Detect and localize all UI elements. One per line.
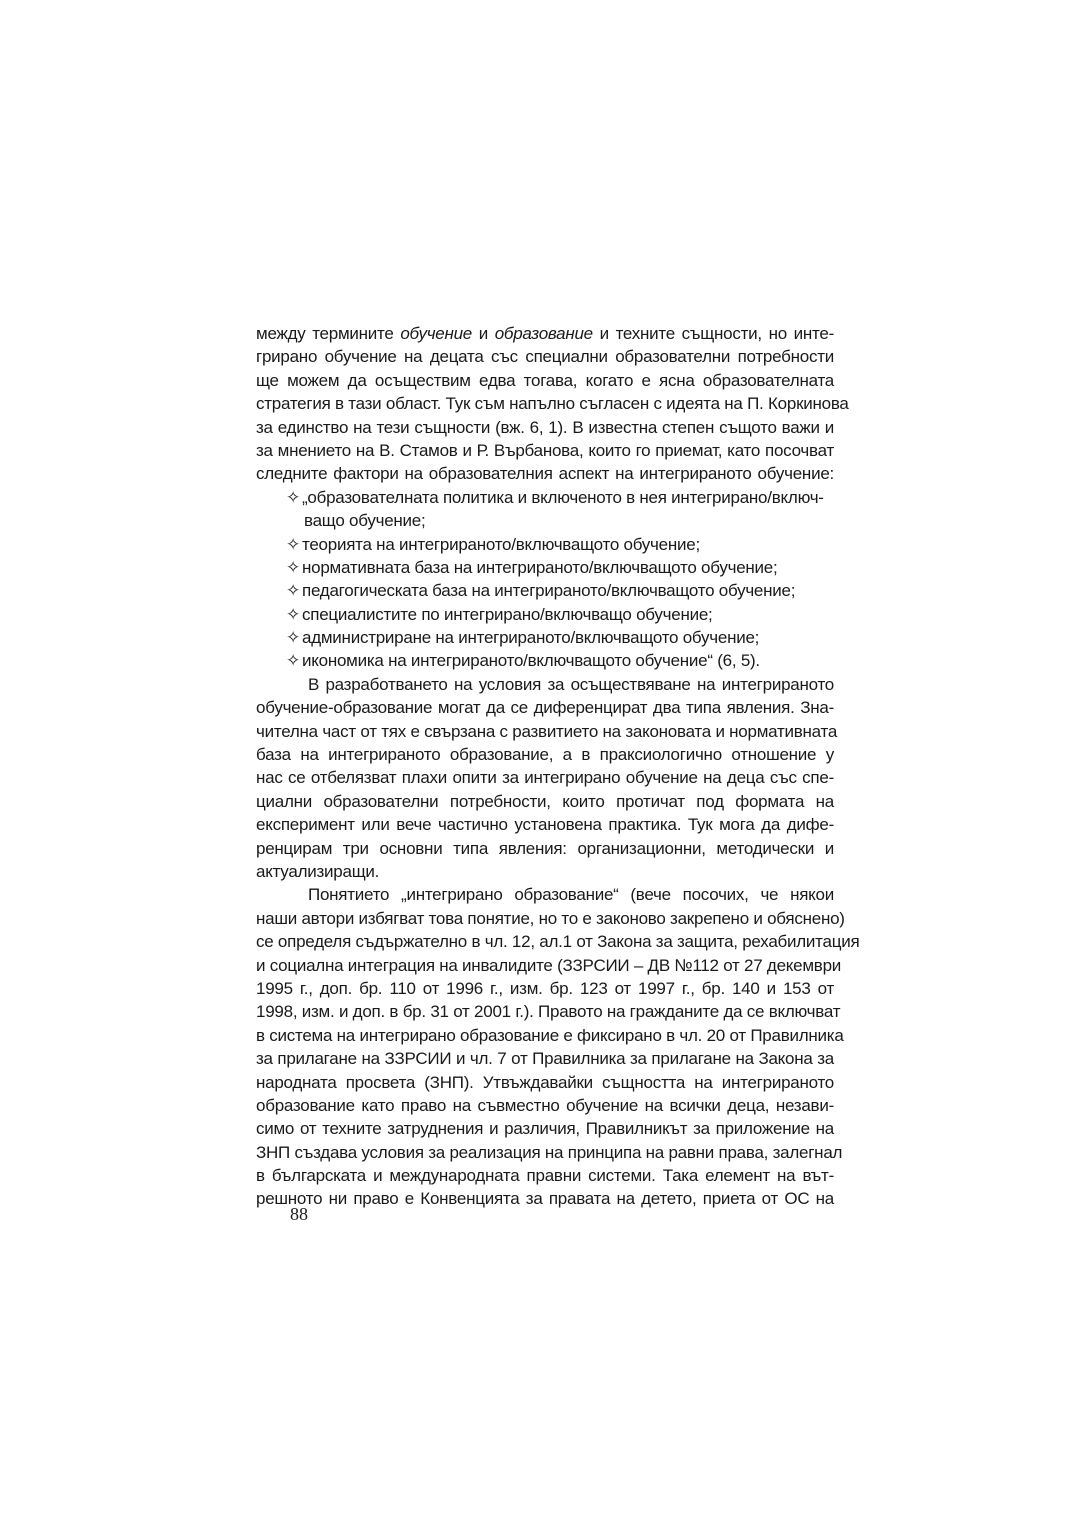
text-line: за единство на тези същности (вж. 6, 1). В известна степен същото важи и xyxy=(256,417,834,437)
text-line: за мнението на В. Стамов и Р. Върбанова, които го приемат, като посочват xyxy=(256,440,834,460)
bullet-text: теорията на интегрираното/включващото обучение; xyxy=(302,534,700,554)
bullet-text: нормативната база на интегрираното/включващото обучение; xyxy=(302,557,778,577)
text-line: ще можем да осъществим едва тогава, когато е ясна образователната xyxy=(256,370,834,390)
bullet-icon: ✧ xyxy=(286,651,300,671)
bullet-text: икономика на интегрираното/включващото обучение“ (6, 5). xyxy=(302,651,760,671)
italic-term: образование xyxy=(494,324,593,343)
text-line: образование като право на съвместно обучение на всички деца, незави- xyxy=(256,1095,834,1115)
text-line: грирано обучение на децата със специални образователни потребности xyxy=(256,347,834,367)
text-line xyxy=(256,626,834,649)
bullet-text: „образователната политика и включеното в нея интегрирано/включ- xyxy=(302,487,824,507)
text-line: база на интегрираното образование, а в праксиологично отношение у xyxy=(256,745,834,765)
text-line: ренцирам три основни типа явления: организационни, методически и xyxy=(256,838,834,858)
text-segment: между термините xyxy=(256,324,401,343)
text-line xyxy=(256,533,834,556)
text-segment: и техните същности, но инте- xyxy=(592,324,834,343)
text-line xyxy=(256,486,834,509)
text-line: експеримент или вече частично установена практика. Тук мога да дифе- xyxy=(256,815,834,835)
text-line: решното ни право е Конвенцията за правата на детето, приета от ОС на xyxy=(256,1189,834,1209)
text-line xyxy=(256,603,834,626)
text-line xyxy=(256,322,834,345)
text-line xyxy=(256,649,834,672)
text-line: ЗНП създава условия за реализация на принципа на равни права, залегнал xyxy=(256,1142,843,1162)
text-line: Понятието „интегрирано образование“ (вече посочих, че някои xyxy=(308,885,834,905)
bullet-text: педагогическата база на интегрираното/включващото обучение; xyxy=(302,581,796,601)
text-line: стратегия в тази област. Тук съм напълно съгласен с идеята на П. Коркинова xyxy=(256,394,849,414)
text-line: В разработването на условия за осъществяване на интегрираното xyxy=(308,674,834,694)
text-line xyxy=(256,556,834,579)
text-line: в система на интегрирано образование е фиксирано в чл. 20 от Правилника xyxy=(256,1025,844,1045)
body-text xyxy=(256,322,860,1211)
italic-term: обучение xyxy=(400,324,472,343)
bullet-text: администриране на интегрираното/включващото обучение; xyxy=(302,628,760,648)
bullet-icon: ✧ xyxy=(286,604,300,624)
text-line: актуализиращи. xyxy=(256,861,380,881)
text-line: ващо обучение; xyxy=(304,511,426,531)
text-line: народната просвета (ЗНП). Утвъждавайки същността на интегрираното xyxy=(256,1072,834,1092)
text-segment: и xyxy=(471,324,495,343)
text-line: 1995 г., доп. бр. 110 от 1996 г., изм. бр. 123 от 1997 г., бр. 140 и 153 от xyxy=(256,978,834,998)
bullet-text: специалистите по интегрирано/включващо обучение; xyxy=(302,604,713,624)
text-line: за прилагане на ЗЗРСИИ и чл. 7 от Правилника за прилагане на Закона за xyxy=(256,1049,834,1069)
text-line: наши автори избягват това понятие, но то е законово закрепено и обяснено) xyxy=(256,908,845,928)
bullet-icon: ✧ xyxy=(286,581,300,601)
text-line: чителна част от тях е свързана с развитието на законовата и нормативната xyxy=(256,721,838,741)
text-line: се определя съдържателно в чл. 12, ал.1 от Закона за защита, рехабилитация xyxy=(256,932,860,952)
bullet-icon: ✧ xyxy=(286,557,300,577)
text-line: и социална интеграция на инвалидите (ЗЗРСИИ – ДВ №112 от 27 декември xyxy=(256,955,842,975)
bullet-icon: ✧ xyxy=(286,534,300,554)
text-line: обучение-образование могат да се диференцират два типа явления. Зна- xyxy=(256,698,834,718)
text-line xyxy=(256,579,834,602)
page-number: 88 xyxy=(290,1204,308,1224)
text-line: симо от техните затруднения и различия, Правилникът за приложение на xyxy=(256,1119,834,1139)
text-line: циални образователни потребности, които протичат под формата на xyxy=(256,791,834,811)
text-line: следните фактори на образователния аспект на интегрираното обучение: xyxy=(256,464,834,484)
bullet-icon: ✧ xyxy=(286,487,300,507)
text-line: в българската и международната правни системи. Така елемент на вът- xyxy=(256,1166,834,1186)
text-line: 1998, изм. и доп. в бр. 31 от 2001 г.). Правото на гражданите да се включват xyxy=(256,1002,841,1022)
bullet-icon: ✧ xyxy=(286,628,300,648)
text-line: нас се отбелязват плахи опити за интегрирано обучение на деца със спе- xyxy=(256,768,834,788)
